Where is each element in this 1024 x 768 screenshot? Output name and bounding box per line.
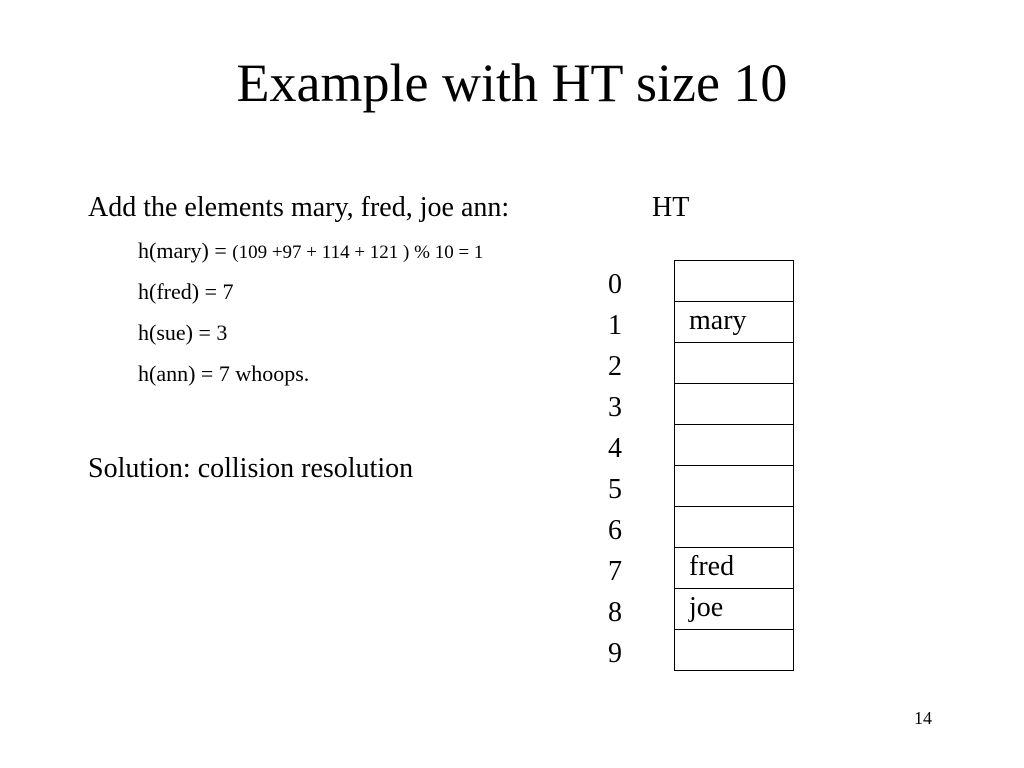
table-slot	[675, 261, 793, 302]
table-index: 5	[608, 474, 622, 505]
hash-line-mary	[138, 234, 483, 275]
table-slot	[675, 630, 793, 671]
page-number: 14	[914, 708, 932, 728]
table-slot	[675, 384, 793, 425]
table-index: 4	[608, 433, 622, 464]
hash-line-lead: h(mary) =	[138, 238, 233, 263]
hash-line-lead: h(fred) = 7	[138, 279, 234, 304]
table-slot: joe	[675, 589, 793, 630]
table-index: 0	[608, 269, 622, 300]
hash-line-lead: h(sue) = 3	[138, 320, 228, 345]
intro-text: Add the elements mary, fred, joe ann:	[88, 192, 510, 223]
solution-text: Solution: collision resolution	[88, 453, 414, 484]
hash-table-label: HT	[652, 192, 690, 223]
table-slot	[675, 466, 793, 507]
hash-line-sue	[138, 316, 483, 357]
table-slot: fred	[675, 548, 793, 589]
table-slot: mary	[675, 302, 793, 343]
hash-line-ann	[138, 357, 483, 398]
table-index: 6	[608, 515, 622, 546]
table-index: 1	[608, 310, 622, 341]
hash-table-indices	[600, 266, 630, 676]
hash-line-fred	[138, 275, 483, 316]
table-index: 8	[608, 597, 622, 628]
hash-table	[674, 260, 794, 671]
hash-computation-list	[138, 234, 483, 398]
table-slot	[675, 507, 793, 548]
slide-title: Example with HT size 10	[236, 53, 788, 113]
table-slot	[675, 425, 793, 466]
hash-line-formula: (109 +97 + 114 + 121 ) % 10 = 1	[232, 242, 484, 263]
table-index: 2	[608, 351, 622, 382]
table-index: 7	[608, 556, 622, 587]
hash-line-lead: h(ann) = 7 whoops.	[138, 361, 310, 386]
table-index: 9	[608, 638, 622, 669]
table-index: 3	[608, 392, 622, 423]
table-slot	[675, 343, 793, 384]
